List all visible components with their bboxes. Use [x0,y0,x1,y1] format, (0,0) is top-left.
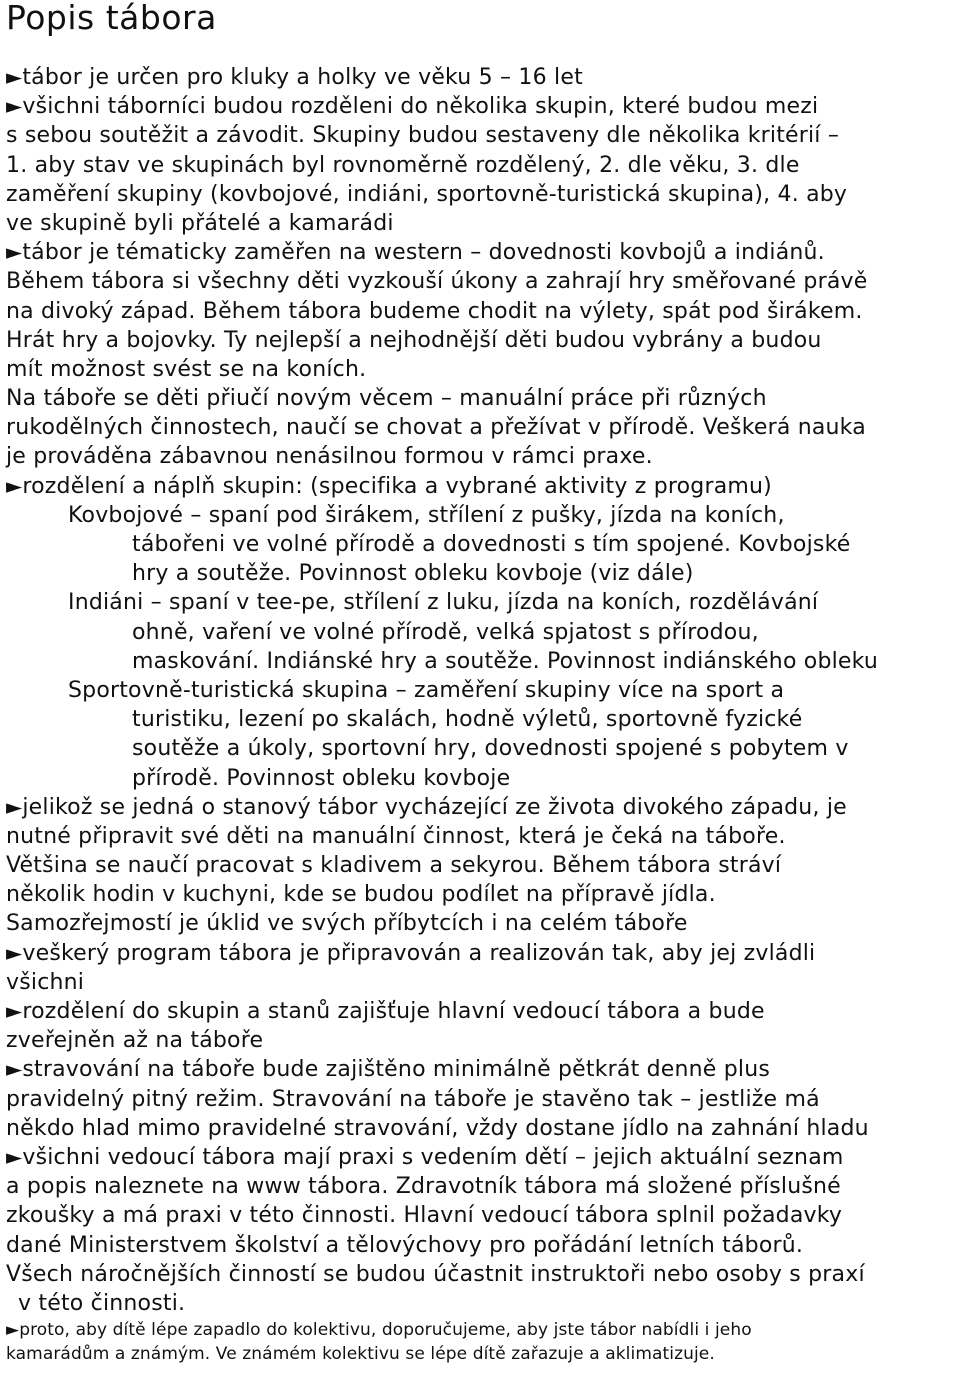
bullet-arrow-icon: ► [6,999,23,1023]
bullet-arrow-icon: ► [6,94,23,119]
group-line: Sportovně-turistická skupina – zaměření skupiny více na sport a [68,677,785,703]
footnote-block [6,1318,956,1366]
text-line: mít možnost svést se na koních. [6,356,367,382]
text-line: ►jelikož se jedná o stanový tábor vycházející ze života divokého západu, je [6,794,847,820]
bullet-arrow-icon: ► [6,65,23,89]
text-line: dané Ministerstvem školství a tělovýchovy pro pořádání letních táborů. [6,1232,804,1258]
text-line: ►tábor je určen pro kluky a holky ve věku 5 – 16 let [6,65,583,90]
text-line: ve skupině byli přátelé a kamarádi [6,210,394,236]
text-line: ►stravování na táboře bude zajištěno minimálně pětkrát denně plus [6,1057,771,1083]
text-line: někdo hlad mimo pravidelné stravování, vždy dostane jídlo na zahnání hladu [6,1115,869,1141]
group-line: maskování. Indiánské hry a soutěže. Povinnost indiánského obleku [132,648,879,674]
text-line: Samozřejmostí je úklid ve svých příbytcích i na celém táboře [6,911,688,937]
text-line: zveřejněn až na táboře [6,1028,264,1054]
text-line: nutné připravit své děti na manuální činnost, která je čeká na táboře. [6,823,786,849]
text-line: ►tábor je tématicky zaměřen na western – dovednosti kovbojů a indiánů. [6,240,825,266]
bullet-arrow-icon: ► [6,1144,23,1169]
text-line: ►rozdělení do skupin a stanů zajišťuje hlavní vedoucí tábora a bude [6,999,765,1024]
text-line: ►veškerý program tábora je připravován a realizován tak, aby jej zvládli [6,940,816,966]
text-line: ►všichni vedoucí tábora mají praxi s vedením dětí – jejich aktuální seznam [6,1144,844,1170]
text-line: Většina se naučí pracovat s kladivem a sekyrou. Během tábora stráví [6,853,782,879]
text-line: ►proto, aby dítě lépe zapadlo do kolektivu, doporučujeme, aby jste tábor nabídli i jeho [6,1320,752,1341]
text-line: Všech náročnějších činností se budou účastnit instruktoři nebo osoby s praxí [6,1261,865,1287]
group-line: přírodě. Povinnost obleku kovboje [132,765,511,791]
group-line: Kovbojové – spaní pod širákem, střílení z pušky, jízda na koních, [68,502,785,528]
text-line: zaměření skupiny (kovbojové, indiáni, sportovně-turistická skupina), 4. aby [6,181,848,207]
text-line: zkoušky a má praxi v této činnosti. Hlavní vedoucí tábora splnil požadavky [6,1203,843,1229]
page-title: Popis tábora [6,0,217,37]
group-line: soutěže a úkoly, sportovní hry, dovednosti spojené s pobytem v [132,736,849,762]
bullet-arrow-icon: ► [6,1057,23,1082]
group-line: ohně, vaření ve volné přírodě, velká spjatost s přírodou, [132,619,759,645]
text-line: Během tábora si všechny děti vyzkouší úkony a zahrají hry směřované právě [6,269,868,295]
text-line: Na táboře se děti přiučí novým věcem – manuální práce při různých [6,386,767,412]
text-line: 1. aby stav ve skupinách byl rovnoměrně rozdělený, 2. dle věku, 3. dle [6,152,800,178]
bullet-arrow-icon: ► [6,240,23,265]
text-line: Hrát hry a bojovky. Ty nejlepší a nejhodnější děti budou vybrány a budou [6,327,822,353]
document-body [6,63,956,1366]
text-line: rukodělných činnostech, naučí se chovat a přežívat v přírodě. Veškerá nauka [6,415,866,441]
text-line: v této činnosti. [18,1290,186,1316]
text-line: s sebou soutěžit a závodit. Skupiny budou sestaveny dle několika kritérií – [6,123,840,149]
text-line: ►všichni táborníci budou rozděleni do několika skupin, které budou mezi [6,94,819,120]
group-line: tábořeni ve volné přírodě a dovednosti s tím spojené. Kovbojské [132,532,851,557]
text-line: na divoký západ. Během tábora budeme chodit na výlety, spát pod širákem. [6,298,863,324]
text-line: všichni [6,969,85,995]
group-line: hry a soutěže. Povinnost obleku kovboje (viz dále) [132,561,694,587]
text-line: ►rozdělení a náplň skupin: (specifika a vybrané aktivity z programu) [6,473,772,499]
bullet-arrow-icon: ► [6,794,23,819]
group-line: turistiku, lezení po skalách, hodně výletů, sportovně fyzické [132,707,803,733]
bullet-arrow-icon: ► [6,940,23,965]
text-line: je prováděna zábavnou nenásilnou formou v rámci praxe. [6,444,653,470]
text-line: a popis naleznete na www tábora. Zdravotník tábora má složené příslušné [6,1174,841,1200]
text-line: kamarádům a známým. Ve známém kolektivu se lépe dítě zařazuje a aklimatizuje. [6,1344,715,1365]
bullet-arrow-icon: ► [6,1320,20,1341]
text-line: několik hodin v kuchyni, kde se budou podílet na přípravě jídla. [6,882,716,908]
bullet-arrow-icon: ► [6,473,23,498]
text-line: pravidelný pitný režim. Stravování na táboře je stavěno tak – jestliže má [6,1086,820,1112]
group-line: Indiáni – spaní v tee-pe, střílení z luku, jízda na koních, rozdělávání [68,590,819,616]
